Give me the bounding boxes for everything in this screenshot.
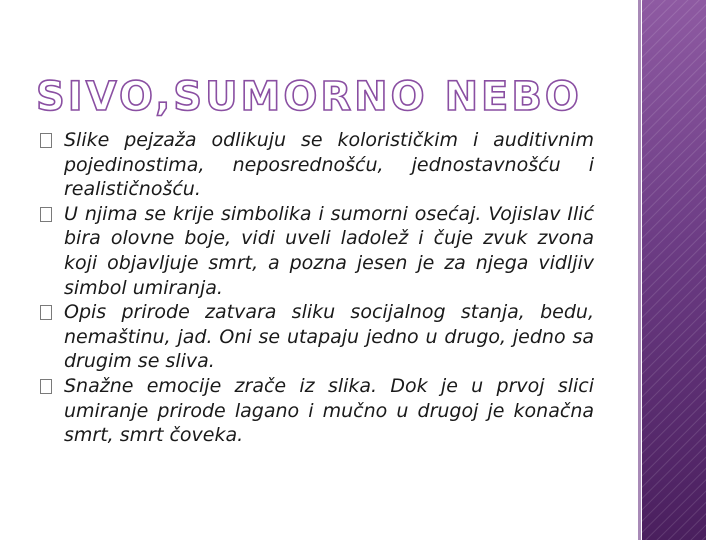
bullet-text: Slike pejzaža odlikuju se kolorističkim i auditivnim pojedinostima, neposrednošću, jednostavnošću i realističnošću. <box>64 129 594 201</box>
slide-title: SIVO,SUMORNO NEBO <box>36 74 582 120</box>
slide-title-graphic <box>28 68 582 120</box>
bullet-text: Snažne emocije zrače iz slika. Dok je u prvoj slici umiranje prirode lagano i mučno u drugoj je konačna smrt, smrt čoveka. <box>64 374 594 447</box>
box-bullet-icon <box>40 379 52 394</box>
list-item <box>40 202 594 300</box>
list-item <box>40 300 594 374</box>
decorative-pattern <box>642 0 706 540</box>
box-bullet-icon <box>40 133 52 148</box>
bullet-list <box>40 128 594 448</box>
decorative-band-edge <box>638 0 641 540</box>
box-bullet-icon <box>40 305 52 320</box>
list-item <box>40 128 594 202</box>
bullet-text: Opis prirode zatvara sliku socijalnog stanja, bedu, nemaštinu, jad. Oni se utapaju jedno u drugo, jedno sa drugim se sliva. <box>64 301 594 373</box>
list-item <box>40 374 594 448</box>
bullet-text: U njima se krije simbolika i sumorni osećaj. Vojislav Ilić bira olovne boje, vidi uveli ladolež i čuje zvuk zvona koji objavljuje smrt, a pozna jesen je za njega vidljiv simbol umiranja. <box>64 202 594 299</box>
box-bullet-icon <box>40 207 52 222</box>
